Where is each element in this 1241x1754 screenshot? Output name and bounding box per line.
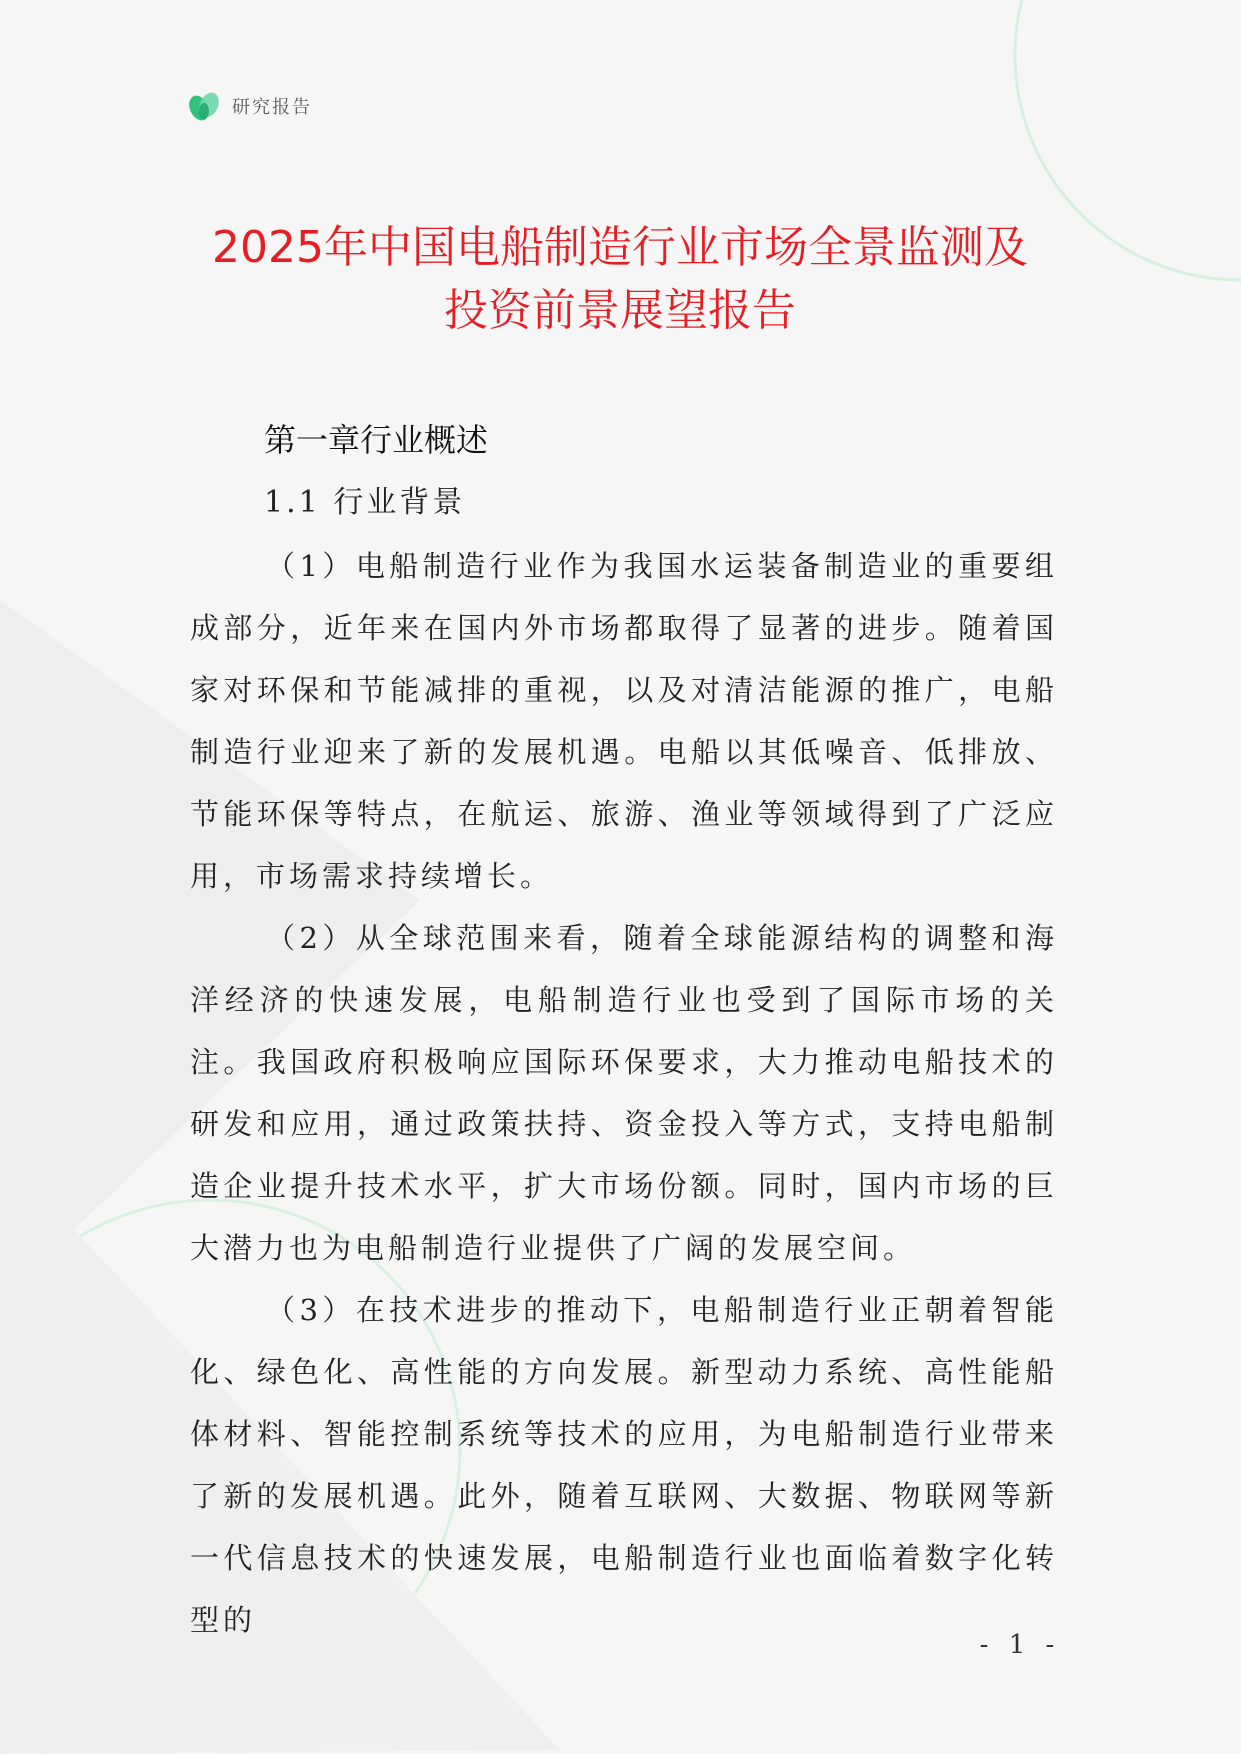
body-text	[190, 535, 1058, 1651]
leaf-logo-icon	[186, 88, 222, 124]
page-number: - 1 -	[979, 1630, 1061, 1660]
paragraph-1: （1）电船制造行业作为我国水运装备制造业的重要组成部分，近年来在国内外市场都取得了显著的进步。随着国家对环保和节能减排的重视，以及对清洁能源的推广，电船制造行业迎来了新的发展机遇。电船以其低噪音、低排放、节能环保等特点，在航运、旅游、渔业等领域得到了广泛应用，市场需求持续增长。	[190, 549, 1058, 893]
section-heading: 1.1 行业背景	[264, 485, 466, 520]
document-title	[140, 216, 1100, 342]
chapter-heading: 第一章行业概述	[264, 421, 489, 459]
paragraph-3: （3）在技术进步的推动下，电船制造行业正朝着智能化、绿色化、高性能的方向发展。新型动力系统、高性能船体材料、智能控制系统等技术的应用，为电船制造行业带来了新的发展机遇。此外，随着互联网、大数据、物联网等新一代信息技术的快速发展，电船制造行业也面临着数字化转型的	[190, 1293, 1058, 1637]
header-label: 研究报告	[232, 97, 312, 118]
title-line-1: 2025年中国电船制造行业市场全景监测及	[212, 222, 1028, 273]
paragraph-2: （2）从全球范围来看，随着全球能源结构的调整和海洋经济的快速发展，电船制造行业也受到了国际市场的关注。我国政府积极响应国际环保要求，大力推动电船技术的研发和应用，通过政策扶持、资金投入等方式，支持电船制造企业提升技术水平，扩大市场份额。同时，国内市场的巨大潜力也为电船制造行业提供了广阔的发展空间。	[190, 921, 1058, 1265]
page-header	[186, 88, 312, 124]
title-line-2: 投资前景展望报告	[444, 285, 796, 336]
